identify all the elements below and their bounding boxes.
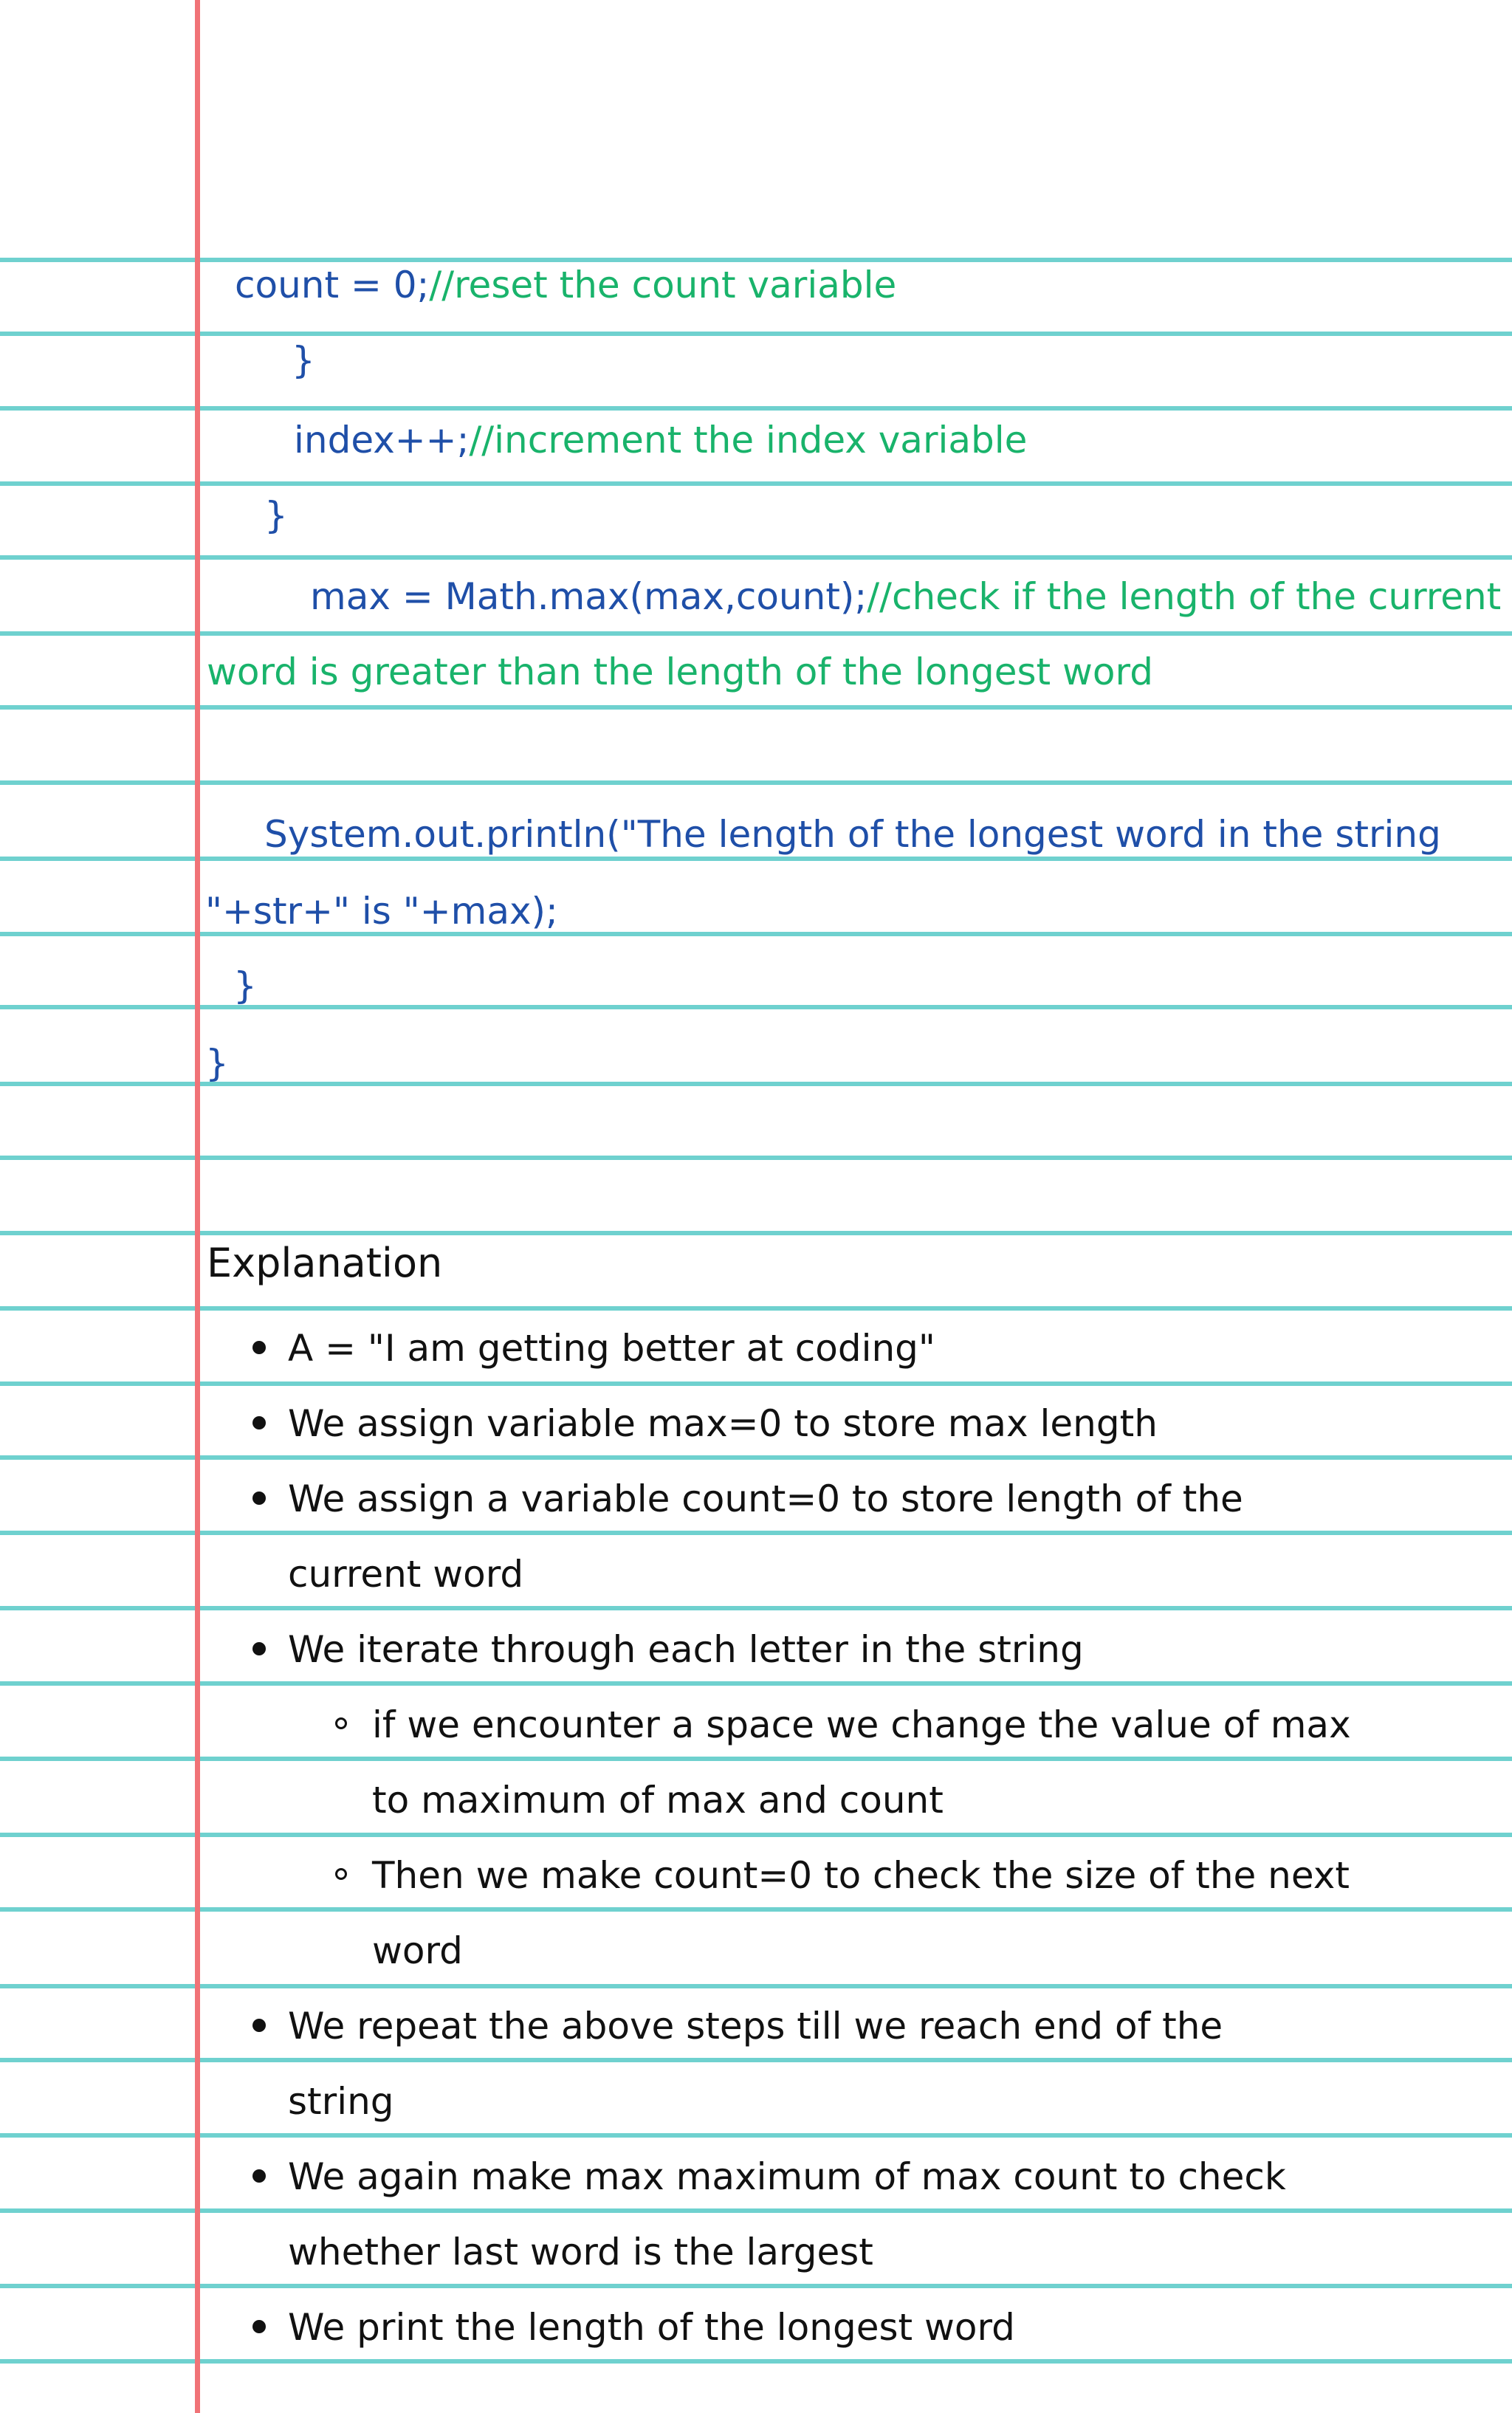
ruled-line xyxy=(0,1606,1512,1610)
ruled-line xyxy=(0,1306,1512,1311)
explanation-heading: Explanation xyxy=(207,1240,443,1286)
ruled-line xyxy=(0,857,1512,861)
ruled-line xyxy=(0,2133,1512,2138)
ruled-line xyxy=(0,1907,1512,1912)
ruled-line xyxy=(0,481,1512,486)
bullet-icon xyxy=(252,1416,266,1429)
ruled-line xyxy=(0,332,1512,336)
sub-bullet-2-cont: word xyxy=(372,1929,463,1972)
ruled-line xyxy=(0,2359,1512,2364)
ruled-line xyxy=(0,1984,1512,1988)
sub-bullet-icon xyxy=(335,1717,347,1729)
code-line-7: System.out.println("The length of the longest word in the string xyxy=(264,813,1441,856)
bullet-icon xyxy=(252,2320,266,2333)
code-line-5 xyxy=(310,574,1501,619)
code-line-1 xyxy=(235,263,896,307)
code-line-3 xyxy=(294,418,1027,462)
bullet-2: We assign variable max=0 to store max length xyxy=(288,1402,1158,1445)
bullet-icon xyxy=(252,2019,266,2032)
margin-line xyxy=(195,0,200,2413)
ruled-line xyxy=(0,780,1512,785)
bullet-7: We print the length of the longest word xyxy=(288,2306,1015,2349)
ruled-line xyxy=(0,705,1512,710)
code-text: max = Math.max(max,count); xyxy=(310,575,867,618)
code-line-4: } xyxy=(264,494,288,537)
bullet-icon xyxy=(252,2169,266,2183)
bullet-3: We assign a variable count=0 to store length of the xyxy=(288,1477,1243,1520)
code-line-8: "+str+" is "+max); xyxy=(205,890,558,933)
ruled-line xyxy=(0,1531,1512,1535)
code-line-2: } xyxy=(292,339,315,382)
bullet-icon xyxy=(252,1642,266,1655)
ruled-line xyxy=(0,1231,1512,1235)
code-comment: //reset the count variable xyxy=(429,264,897,306)
sub-bullet-1: if we encounter a space we change the value of max xyxy=(372,1703,1351,1746)
ruled-line xyxy=(0,406,1512,411)
ruled-line xyxy=(0,258,1512,262)
bullet-5-cont: string xyxy=(288,2080,394,2123)
bullet-1: A = "I am getting better at coding" xyxy=(288,1327,935,1370)
ruled-line xyxy=(0,1757,1512,1761)
ruled-line xyxy=(0,1681,1512,1686)
code-text: count = 0; xyxy=(235,264,430,306)
ruled-line xyxy=(0,1156,1512,1160)
code-comment: //increment the index variable xyxy=(469,419,1028,461)
ruled-line xyxy=(0,555,1512,560)
ruled-line xyxy=(0,2058,1512,2062)
sub-bullet-1-cont: to maximum of max and count xyxy=(372,1779,944,1822)
code-comment: //check if the length of the current xyxy=(867,575,1502,618)
ruled-line xyxy=(0,1833,1512,1837)
ruled-line xyxy=(0,631,1512,636)
bullet-6: We again make max maximum of max count to check xyxy=(288,2155,1286,2198)
ruled-line xyxy=(0,1381,1512,1386)
bullet-icon xyxy=(252,1492,266,1505)
code-line-9: } xyxy=(233,964,257,1007)
sub-bullet-icon xyxy=(335,1868,347,1880)
ruled-line xyxy=(0,1455,1512,1460)
code-line-10: } xyxy=(205,1042,229,1085)
code-line-6: word is greater than the length of the longest word xyxy=(207,651,1153,693)
bullet-3-cont: current word xyxy=(288,1553,524,1596)
sub-bullet-2: Then we make count=0 to check the size of the next xyxy=(372,1854,1350,1897)
ruled-line xyxy=(0,1005,1512,1009)
bullet-5: We repeat the above steps till we reach end of the xyxy=(288,2005,1223,2048)
bullet-6-cont: whether last word is the largest xyxy=(288,2231,873,2273)
ruled-line xyxy=(0,2208,1512,2213)
ruled-line xyxy=(0,2284,1512,2288)
code-text: index++; xyxy=(294,419,470,461)
bullet-4: We iterate through each letter in the string xyxy=(288,1628,1084,1671)
bullet-icon xyxy=(252,1341,266,1354)
